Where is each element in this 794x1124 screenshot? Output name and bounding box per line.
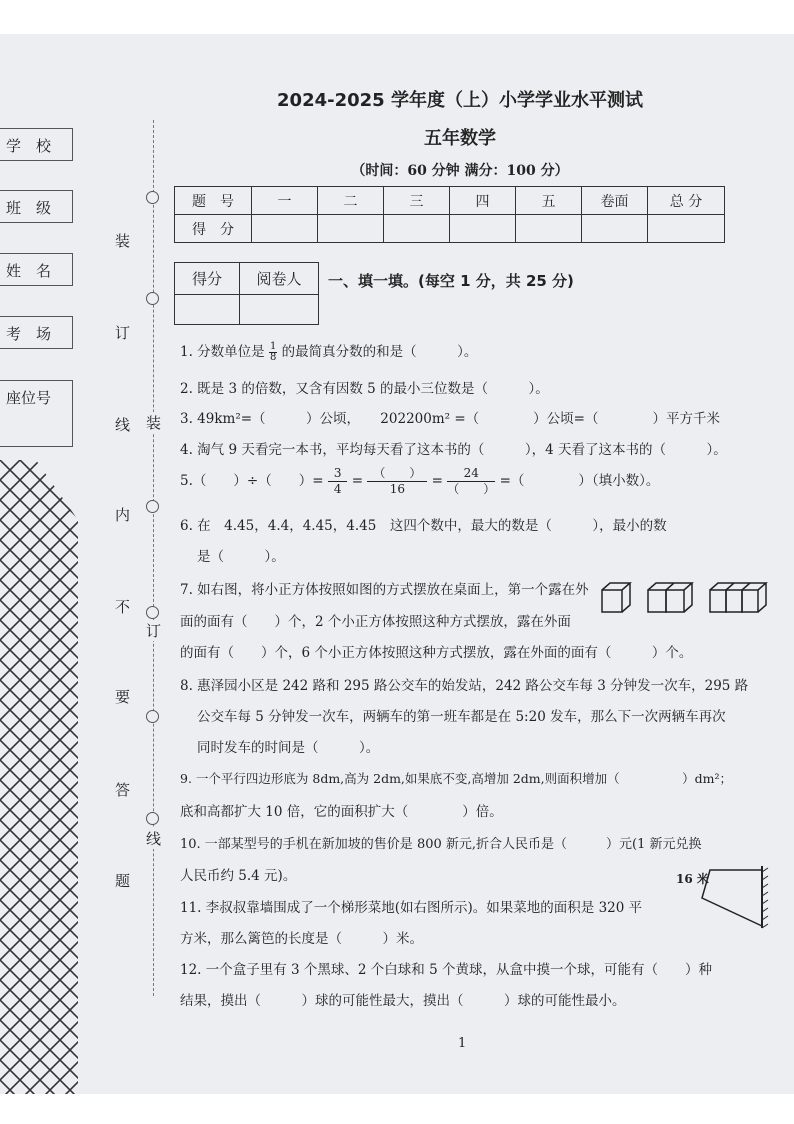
question-11-line-2: 方米，那么篱笆的长度是（ ）米。 <box>180 931 423 947</box>
q5-text-b: =（ ）（填小数）。 <box>499 473 660 489</box>
question-8-line-1: 8. 惠泽园小区是 242 路和 295 路公交车的始发站，242 路公交车每 3 分钟发一次车，295 路 <box>180 678 749 694</box>
q5-f1-numerator: 3 <box>328 466 348 482</box>
question-6-line-2: 是（ ）。 <box>197 549 285 565</box>
question-8-line-2: 公交车每 5 分钟发一次车，两辆车的第一班车都是在 5:20 发车，那么下一次两辆车再次 <box>197 709 726 725</box>
score-input-cell[interactable] <box>252 215 318 243</box>
binding-hole <box>146 812 159 825</box>
line-word-zhuang: 装 <box>146 414 162 432</box>
score-header-cell: 四 <box>450 187 516 215</box>
binding-hole <box>146 500 159 513</box>
trapezoid-garden-figure <box>700 864 772 930</box>
score-header-cell: 五 <box>516 187 582 215</box>
exam-title: 2024-2025 学年度（上）小学学业水平测试 <box>277 90 643 111</box>
binding-word-xian: 线 <box>115 416 131 434</box>
cubes-figure <box>600 580 772 616</box>
question-7-line-1: 7. 如右图，将小正方体按照如图的方式摆放在桌面上，第一个露在外 <box>180 582 589 598</box>
section-1-heading: 一、填一填。(每空 1 分，共 25 分) <box>328 272 574 290</box>
q5-f1-denominator: 4 <box>333 482 342 496</box>
question-5: 5.（ ）÷（ ）= $\frac{3}{4}$ = （ ） 16 = 24 （ ） =（ ）（填小数）。 <box>180 466 660 496</box>
q5-f2-denominator: 16 <box>389 482 405 496</box>
trapezoid-label: 16 米 <box>676 872 709 886</box>
question-12-line-2: 结果，摸出（ ）球的可能性最大，摸出（ ）球的可能性最小。 <box>180 993 626 1009</box>
score-table <box>174 186 725 243</box>
grader-score-cell[interactable] <box>175 295 240 325</box>
binding-hole <box>146 292 159 305</box>
question-11-line-1: 11. 李叔叔靠墙围成了一个梯形菜地(如右图所示)。如果菜地的面积是 320 平 <box>180 900 643 916</box>
question-2: 2. 既是 3 的倍数，又含有因数 5 的最小三位数是（ ）。 <box>180 381 549 397</box>
q5-fraction-1 <box>328 466 348 497</box>
q5-f3-denominator: （ ） <box>447 482 496 496</box>
line-word-xian: 线 <box>146 830 162 848</box>
score-header-cell: 二 <box>318 187 384 215</box>
question-8-line-3: 同时发车的时间是（ ）。 <box>197 740 380 756</box>
binding-hole <box>146 191 159 204</box>
q1-fraction <box>269 342 277 363</box>
grader-name-label: 阅卷人 <box>240 263 319 295</box>
score-header-cell: 总 分 <box>648 187 725 215</box>
score-row-label: 得 分 <box>175 215 252 243</box>
q5-fraction-3 <box>447 466 495 497</box>
question-4: 4. 淘气 9 天看完一本书，平均每天看了这本书的（ ），4 天看了这本书的（ ）。 <box>180 442 727 458</box>
question-1 <box>180 340 477 363</box>
q1-text-b: 的最简真分数的和是（ ）。 <box>281 344 478 360</box>
name-label: 姓 名 <box>6 262 52 280</box>
q1-numerator: 1 <box>269 341 277 352</box>
binding-hole <box>146 710 159 723</box>
grader-table <box>174 262 319 325</box>
binding-word-nei: 内 <box>115 506 131 524</box>
binding-hole <box>146 606 159 619</box>
question-10-line-2: 人民币约 5.4 元)。 <box>180 868 297 884</box>
page-number: 1 <box>458 1036 467 1051</box>
school-label: 学 校 <box>6 137 52 155</box>
exam-subject: 五年数学 <box>424 128 496 149</box>
exam-room-label: 考 场 <box>6 325 52 343</box>
score-header-cell: 卷面 <box>582 187 648 215</box>
question-9-line-1: 9. 一个平行四边形底为 8dm,高为 2dm,如果底不变,高增加 2dm,则面积增加（ ）dm²； <box>180 771 733 786</box>
binding-word-zhuang: 装 <box>115 232 131 250</box>
question-3: 3. 49km²=（ ）公顷， 202200m² =（ ）公顷=（ ）平方千米 <box>180 411 720 427</box>
binding-word-bu: 不 <box>115 598 131 616</box>
binding-word-ding: 订 <box>115 324 131 342</box>
score-header-cell: 一 <box>252 187 318 215</box>
class-label: 班 级 <box>6 199 52 217</box>
binding-word-da: 答 <box>115 781 131 799</box>
lattice-pattern <box>0 460 80 1094</box>
score-input-cell[interactable] <box>318 215 384 243</box>
question-12-line-1: 12. 一个盒子里有 3 个黑球、2 个白球和 5 个黄球，从盒中摸一个球，可能有（ ）种 <box>180 962 712 978</box>
score-input-cell[interactable] <box>648 215 725 243</box>
q5-fraction-2 <box>367 466 427 497</box>
score-header-cell: 题 号 <box>175 187 252 215</box>
question-6-line-1: 6. 在 4.45，4.4̇，4.45̇，4.4̇5̇ 这四个数中，最大的数是（ ），最小的数 <box>180 518 667 534</box>
exam-time-info: （时间：60 分钟 满分：100 分） <box>351 163 569 179</box>
grader-score-label: 得分 <box>175 263 240 295</box>
exam-paper <box>0 34 794 1094</box>
question-10-line-1: 10. 一部某型号的手机在新加坡的售价是 800 新元,折合人民币是（ ）元(1 新元兑换 <box>180 837 702 852</box>
grader-name-cell[interactable] <box>240 295 319 325</box>
binding-word-ti: 题 <box>115 872 131 890</box>
score-input-cell[interactable] <box>450 215 516 243</box>
score-input-cell[interactable] <box>582 215 648 243</box>
line-word-ding: 订 <box>146 622 162 640</box>
score-header-cell: 三 <box>384 187 450 215</box>
score-input-cell[interactable] <box>384 215 450 243</box>
binding-line <box>153 120 154 996</box>
q1-text-a: 1. 分数单位是 <box>180 344 265 360</box>
q5-text-a: 5.（ ）÷（ ）= <box>180 473 324 489</box>
question-7-line-2: 面的面有（ ）个，2 个小正方体按照这种方式摆放，露在外面 <box>180 614 571 630</box>
binding-word-yao: 要 <box>115 688 131 706</box>
score-input-cell[interactable] <box>516 215 582 243</box>
question-7-line-3: 的面有（ ）个，6 个小正方体按照这种方式摆放，露在外面的面有（ ）个。 <box>180 645 693 661</box>
seat-label: 座位号 <box>6 389 52 407</box>
q5-f3-numerator: 24 <box>447 466 495 482</box>
q1-denominator: 8 <box>269 352 277 363</box>
question-9-line-2: 底和高都扩大 10 倍，它的面积扩大（ ）倍。 <box>180 804 503 820</box>
q5-f2-numerator: （ ） <box>367 466 427 482</box>
